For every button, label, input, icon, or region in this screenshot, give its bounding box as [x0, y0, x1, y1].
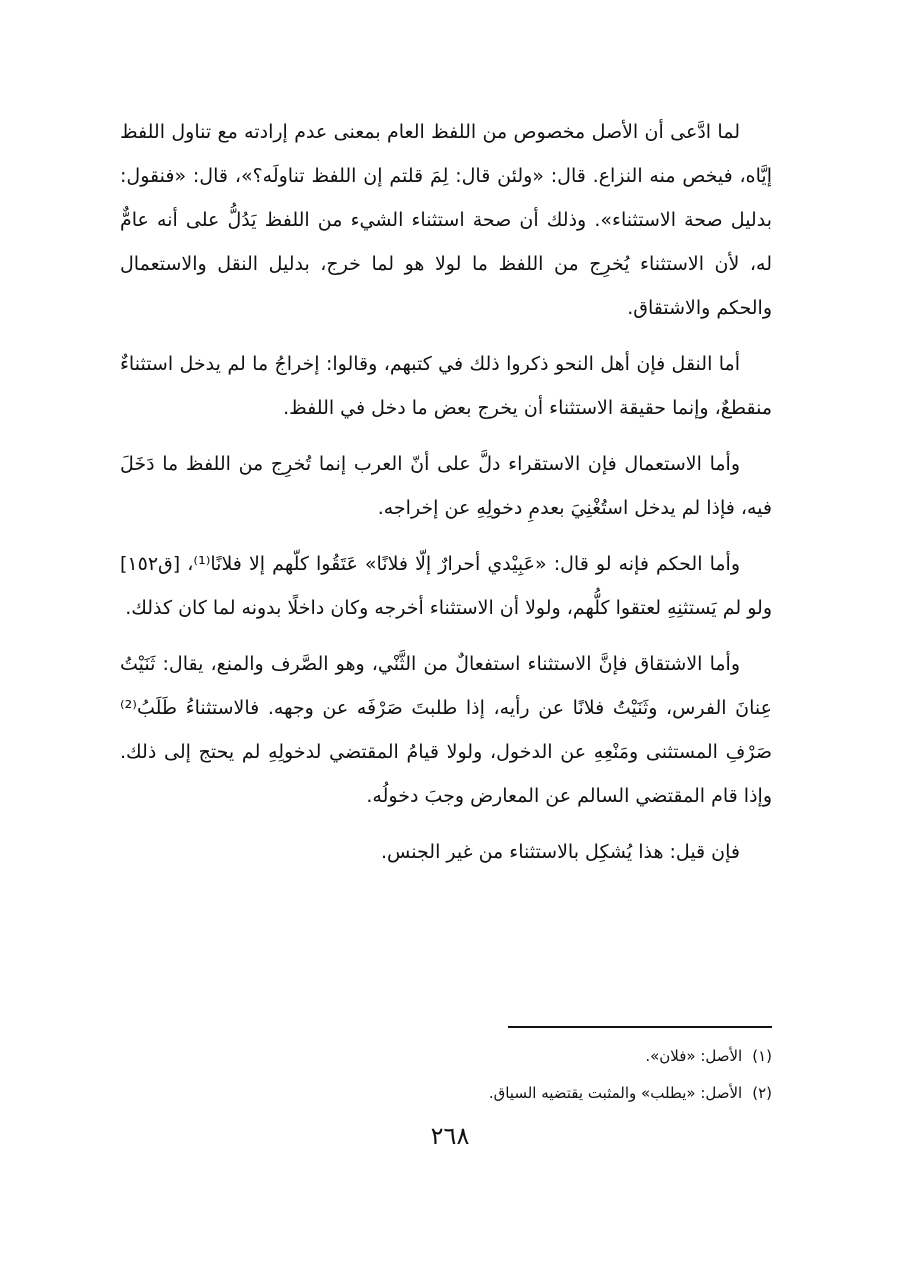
paragraph-1: لما ادَّعى أن الأصل مخصوص من اللفظ العام بمعنى عدم إرادته مع تناول اللفظ إيَّاه، فيخص منه النزاع. قال: «ولئن قال: لِمَ قلتم إن اللفظ تناولَه؟»، قال: «فنقول: بدليل صحة الاستثناء». وذلك أن صحة استثناء الشيء من اللفظ يَدُلُّ على أنه عامٌّ له، لأن الاستثناء يُخرِج من اللفظ ما لولا هو لما خرج، بدليل النقل والاستعمال والحكم والاشتقاق.	[120, 121, 772, 319]
paragraph-6: فإن قيل: هذا يُشكِل بالاستثناء من غير الجنس.	[381, 841, 740, 863]
main-text	[120, 110, 772, 886]
footnote-separator	[508, 1026, 772, 1028]
paragraph-5: وأما الاشتقاق فإنَّ الاستثناء استفعالٌ من الثَّنْي، وهو الصَّرف والمنع، يقال: ثَنَيْتُ عِنانَ الفرس، وثَنَيْتُ فلانًا عن رأيه، إذا طلبتَ صَرْفَه عن وجهه. فالاستثناءُ طَلَبُ⁽²⁾ صَرْفِ المستثنى ومَنْعِهِ عن الدخول، ولولا قيامُ المقتضي لدخولِهِ لم يحتج إلى ذلك. وإذا قام المقتضي السالم عن المعارض وجبَ دخولُه.	[120, 653, 772, 807]
footnote-1	[120, 1038, 772, 1075]
footnote-number: (٢)	[752, 1084, 772, 1102]
footnote-text: الأصل: «فلان».	[645, 1047, 743, 1065]
paragraph-2: أما النقل فإن أهل النحو ذكروا ذلك في كتبهم، وقالوا: إخراجُ ما لم يدخل استثناءٌ منقطعٌ، وإنما حقيقة الاستثناء أن يخرج بعض ما دخل في اللفظ.	[120, 353, 772, 419]
footnote-text: الأصل: «يطلب» والمثبت يقتضيه السياق.	[488, 1084, 743, 1102]
paragraph-4: وأما الحكم فإنه لو قال: «عَبِيْدي أحرارٌ إلّا فلانًا» عَتَقُوا كلّهم إلا فلانًا⁽¹⁾، [ق١٥٢] ولو لم يَستثنِهِ لعتقوا كلُّهم، ولولا أن الاستثناء أخرجه وكان داخلًا بدونه لما كان كذلك.	[120, 553, 772, 619]
footnote-2	[120, 1075, 772, 1112]
page-number: ٢٦٨	[430, 1122, 470, 1150]
footnotes	[120, 1038, 772, 1112]
paragraph-3: وأما الاستعمال فإن الاستقراء دلَّ على أنّ العرب إنما تُخرِج من اللفظ ما دَخَلَ فيه، فإذا لم يدخل استُغْنِيَ بعدمِ دخولِهِ عن إخراجه.	[120, 453, 772, 519]
footnote-number: (١)	[752, 1047, 772, 1065]
